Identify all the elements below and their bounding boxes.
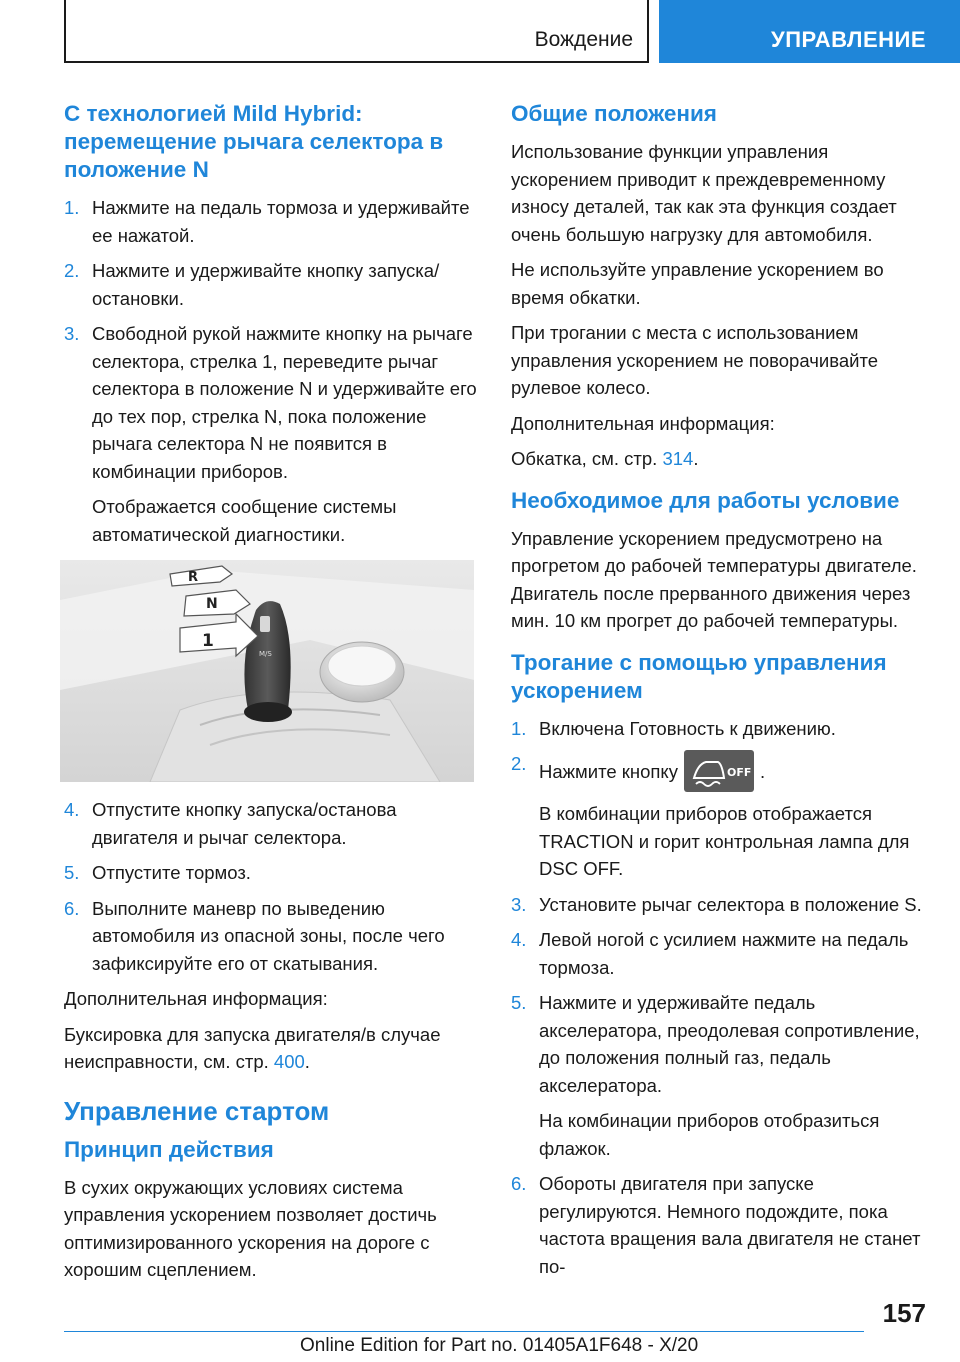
step-number: 6. — [64, 897, 80, 919]
info-text: Обкатка, см. стр. — [511, 448, 663, 469]
general-paragraph-3: При трогании с места с использованием управления ускорением не поворачивайте рулевое колесо. — [511, 322, 879, 398]
dsc-off-button-icon — [684, 750, 754, 792]
page-header — [0, 0, 960, 66]
step-number: 3. — [511, 893, 527, 915]
step-text: Нажмите на педаль тормоза и удерживайте ее нажатой. — [92, 197, 470, 246]
step-number: 5. — [64, 862, 80, 883]
steps-list-3 — [511, 715, 927, 1281]
list-item — [64, 796, 482, 851]
list-item — [64, 320, 482, 548]
list-item — [511, 715, 927, 743]
page-number: 157 — [882, 1298, 926, 1328]
footer-divider — [64, 1331, 864, 1332]
page-link-400[interactable]: 400 — [273, 1051, 305, 1072]
step-text: Свободной рукой нажмите кнопку на рычаге селектора, стрелка 1, переведите рычаг селектора в положение N и удерживайте его до тех пор, стрелка N, пока положение рычага селектора N не появится в комбинации приборов. — [92, 323, 477, 482]
step-number: 6. — [511, 1173, 527, 1194]
steps-list-2 — [64, 796, 482, 977]
list-item — [511, 1170, 927, 1280]
general-paragraph-1: Использование функции управления ускорением приводит к преждевременному износу деталей, так как эта функция создает очень большую нагрузку для автомобиля. — [511, 141, 897, 245]
step-text: Левой ногой с усилием нажмите на педаль тормоза. — [539, 929, 909, 978]
right-column — [511, 100, 927, 1288]
step-text: Нажмите кнопку — [539, 761, 678, 782]
heading-requirement: Необходимое для работы условие — [511, 487, 900, 513]
step-text: Выполните маневр по выведению автомобиля из опасной зоны, после чего зафиксируйте его от скатывания. — [92, 897, 445, 974]
info-text: Буксировка для запуска двигателя/в случае неисправности, см. стр. — [64, 1023, 441, 1072]
heading-mild-hybrid: С технологией Mild Hybrid: перемещение рычага селектора в положение N — [64, 101, 444, 182]
chapter-tab — [659, 0, 960, 63]
step-text: Включена Готовность к движению. — [539, 717, 836, 739]
list-item — [64, 895, 482, 978]
list-item — [511, 750, 927, 883]
step-note: Отображается сообщение системы автоматической диагностики. — [92, 496, 397, 545]
list-item — [64, 194, 482, 249]
step-text: Нажмите и удерживайте педаль акселератора, преодолевая сопротивление, до положения полный газ, педаль акселератора. — [539, 992, 920, 1096]
step-number: 4. — [511, 929, 527, 950]
label-r: R — [188, 570, 199, 585]
info-end: . — [693, 448, 699, 469]
edition-footer: Online Edition for Part no. 01405A1F648 - X/20 — [300, 1335, 699, 1356]
additional-info-text — [64, 1021, 482, 1076]
page-link-314[interactable]: 314 — [662, 448, 694, 469]
list-item — [511, 926, 927, 981]
additional-info-label: Дополнительная информация: — [64, 988, 328, 1009]
heading-general: Общие положения — [511, 101, 717, 126]
step-number: 2. — [64, 260, 80, 281]
additional-info-text — [511, 445, 927, 473]
step-number: 1. — [511, 717, 527, 739]
list-item — [64, 859, 482, 887]
step-text: Отпустите тормоз. — [92, 862, 251, 883]
info-end: . — [304, 1051, 310, 1072]
list-item — [64, 257, 482, 312]
heading-starting: Трогание с помощью управления ускорением — [511, 649, 887, 703]
left-column — [64, 100, 482, 1292]
step-text-end: . — [759, 761, 766, 782]
svg-text:M/S: M/S — [259, 650, 272, 658]
step-text: Обороты двигателя при запуске регулируются. Немного подождите, пока частота вращения вала двигателя не станет по- — [539, 1173, 921, 1277]
step-text: Отпустите кнопку запуска/останова двигателя и рычаг селектора. — [92, 799, 397, 848]
heading-principle: Принцип действия — [64, 1136, 274, 1162]
general-paragraph-2: Не используйте управление ускорением во время обкатки. — [511, 259, 884, 308]
icon-off-label: OFF — [726, 766, 752, 779]
section-title: Вождение — [534, 28, 633, 51]
step-note: В комбинации приборов отображается TRACTION и горит контрольная лампа для DSC OFF. — [539, 803, 910, 879]
section-tab — [64, 0, 649, 63]
gear-selector-drawing — [60, 560, 474, 782]
list-item — [511, 989, 927, 1162]
chapter-title: УПРАВЛЕНИЕ — [771, 27, 926, 52]
gear-selector-illustration — [60, 560, 474, 782]
step-text: Нажмите и удерживайте кнопку запуска/остановки. — [92, 260, 440, 309]
additional-info-label: Дополнительная информация: — [511, 412, 775, 434]
requirement-paragraph: Управление ускорением предусмотрено на прогретом до рабочей температуры двигателе. Двигатель после прерванного движения через мин. 10 км прогрет до рабочей температуры. — [511, 527, 917, 631]
step-number: 4. — [64, 799, 80, 820]
steps-list-1 — [64, 194, 482, 548]
step-number: 2. — [511, 753, 527, 774]
label-n: N — [206, 596, 218, 612]
principle-paragraph: В сухих окружающих условиях система управления ускорением позволяет достичь оптимизированного ускорения на дороге с хорошим сцеплением. — [64, 1176, 437, 1280]
step-text: Установите рычаг селектора в положение S. — [539, 893, 922, 915]
label-1: 1 — [202, 631, 214, 651]
step-number: 5. — [511, 992, 527, 1013]
step-number: 1. — [64, 197, 80, 218]
step-note: На комбинации приборов отобразиться флажок. — [539, 1110, 880, 1159]
heading-launch-control: Управление стартом — [64, 1095, 330, 1126]
step-number: 3. — [64, 323, 80, 344]
list-item — [511, 891, 927, 919]
